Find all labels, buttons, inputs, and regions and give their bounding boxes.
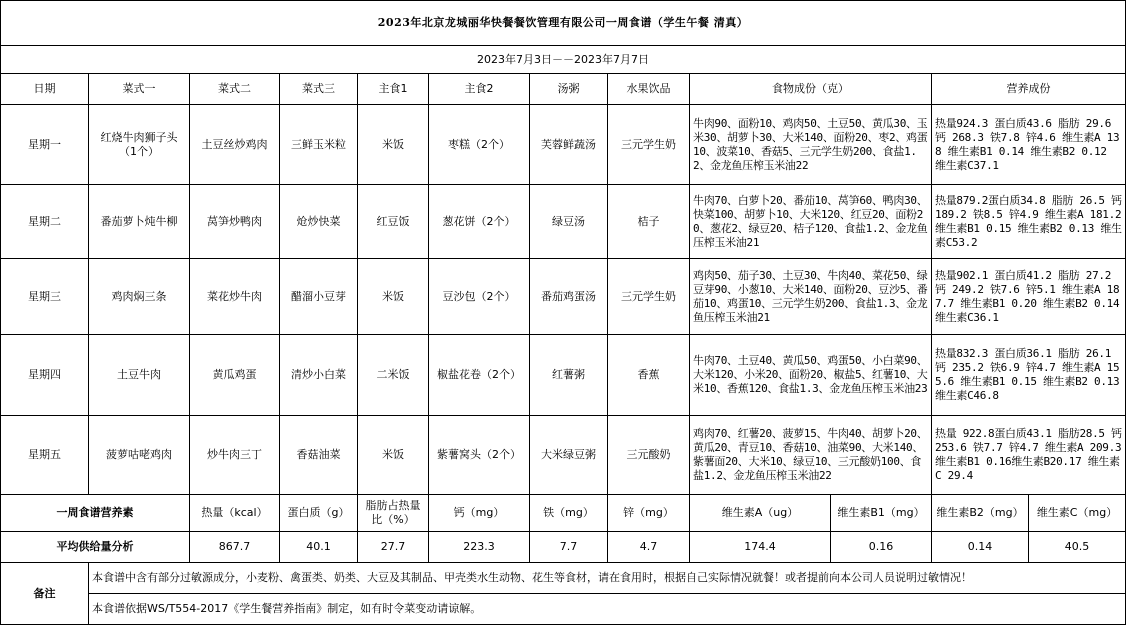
day-label: 星期一 [1, 105, 89, 185]
remarks-row [1, 563, 1126, 594]
date-range: 2023年7月3日－－2023年7月7日 [1, 46, 1126, 74]
staple2-cell: 枣糕（2个） [429, 105, 530, 185]
summary-val-protein: 40.1 [280, 532, 358, 563]
header-dish2: 菜式二 [190, 74, 280, 105]
dish1-cell: 鸡肉焖三条 [89, 259, 190, 335]
header-staple1: 主食1 [358, 74, 429, 105]
day-row [1, 416, 1126, 495]
summary-val-vita: 174.4 [690, 532, 831, 563]
ingredients-cell: 鸡肉50、茄子30、土豆30、牛肉40、菜花50、绿豆芽90、小葱10、大米140、面粉20、豆沙5、番茄10、鸡蛋10、三元学生奶200、食盐1.3、金龙鱼压榨玉米油21 [690, 259, 932, 335]
dish2-cell: 黄瓜鸡蛋 [190, 335, 280, 416]
summary-values-row [1, 532, 1126, 563]
summary-val-fat: 27.7 [358, 532, 429, 563]
summary-col-fat: 脂肪占热量比（%） [358, 495, 429, 532]
dish3-cell: 炝炒快菜 [280, 185, 358, 259]
dish3-cell: 醋溜小豆芽 [280, 259, 358, 335]
soup-cell: 番茄鸡蛋汤 [530, 259, 608, 335]
summary-val-calcium: 223.3 [429, 532, 530, 563]
nutrition-cell: 热量832.3 蛋白质36.1 脂肪 26.1 钙 235.2 铁6.9 锌4.7 维生素A 155.6 维生素B1 0.15 维生素B2 0.13 维生素C46.8 [932, 335, 1126, 416]
fruit-cell: 三元酸奶 [608, 416, 690, 495]
page-title: 2023年北京龙城丽华快餐餐饮管理有限公司一周食谱（学生午餐 清真） [1, 1, 1126, 46]
ingredients-cell: 鸡肉70、红薯20、菠萝15、牛肉40、胡萝卜20、黄瓜20、青豆10、香菇10、油菜90、大米140、紫薯面20、大米10、绿豆10、三元酸奶100、食盐1.2、金龙鱼压榨玉米油22 [690, 416, 932, 495]
staple1-cell: 红豆饭 [358, 185, 429, 259]
summary-col-calcium: 钙（mg） [429, 495, 530, 532]
summary-val-iron: 7.7 [530, 532, 608, 563]
day-label: 星期三 [1, 259, 89, 335]
dish1-cell: 红烧牛肉狮子头（1个） [89, 105, 190, 185]
staple1-cell: 米饭 [358, 416, 429, 495]
nutrition-cell: 热量924.3 蛋白质43.6 脂肪 29.6 钙 268.3 铁7.8 锌4.6 维生素A 138 维生素B1 0.14 维生素B2 0.12 维生素C37.1 [932, 105, 1126, 185]
soup-cell: 红薯粥 [530, 335, 608, 416]
day-row [1, 185, 1126, 259]
nutrition-cell: 热量879.2蛋白质34.8 脂肪 26.5 钙 189.2 铁8.5 锌4.9 维生素A 181.2 维生素B1 0.15 维生素B2 0.13 维生素C53.2 [932, 185, 1126, 259]
header-fruit: 水果饮品 [608, 74, 690, 105]
remarks-standard-note: 本食谱依据WS/T554-2017《学生餐营养指南》制定，如有时令菜变动请谅解。 [89, 594, 1126, 625]
summary-col-protein: 蛋白质（g） [280, 495, 358, 532]
staple1-cell: 米饭 [358, 259, 429, 335]
summary-col-vitb1: 维生素B1（mg） [831, 495, 932, 532]
staple1-cell: 米饭 [358, 105, 429, 185]
header-dish3: 菜式三 [280, 74, 358, 105]
soup-cell: 绿豆汤 [530, 185, 608, 259]
dish2-cell: 莴笋炒鸭肉 [190, 185, 280, 259]
summary-val-vitc: 40.5 [1029, 532, 1126, 563]
ingredients-cell: 牛肉70、土豆40、黄瓜50、鸡蛋50、小白菜90、大米120、小米20、面粉20、椒盐5、红薯10、大米10、香蕉120、食盐1.3、金龙鱼压榨玉米油23 [690, 335, 932, 416]
dish3-cell: 清炒小白菜 [280, 335, 358, 416]
day-row [1, 335, 1126, 416]
summary-col-vita: 维生素A（ug） [690, 495, 831, 532]
summary-label-top: 一周食谱营养素 [1, 495, 190, 532]
nutrition-cell: 热量902.1 蛋白质41.2 脂肪 27.2 钙 249.2 铁7.6 锌5.1 维生素A 187.7 维生素B1 0.20 维生素B2 0.14 维生素C36.1 [932, 259, 1126, 335]
day-label: 星期二 [1, 185, 89, 259]
day-label: 星期五 [1, 416, 89, 495]
remarks-row [1, 594, 1126, 625]
dish1-cell: 土豆牛肉 [89, 335, 190, 416]
dish1-cell: 菠萝咕咾鸡肉 [89, 416, 190, 495]
header-ingredients: 食物成份（克） [690, 74, 932, 105]
header-nutrition: 营养成份 [932, 74, 1126, 105]
summary-val-vitb1: 0.16 [831, 532, 932, 563]
header-date: 日期 [1, 74, 89, 105]
fruit-cell: 香蕉 [608, 335, 690, 416]
staple2-cell: 紫薯窝头（2个） [429, 416, 530, 495]
summary-col-vitb2: 维生素B2（mg） [932, 495, 1029, 532]
summary-header-row [1, 495, 1126, 532]
remarks-label: 备注 [1, 563, 89, 625]
dish2-cell: 土豆丝炒鸡肉 [190, 105, 280, 185]
header-dish1: 菜式一 [89, 74, 190, 105]
ingredients-cell: 牛肉90、面粉10、鸡肉50、土豆50、黄瓜30、玉米30、胡萝卜30、大米140、面粉20、枣2、鸡蛋10、波菜10、香菇5、三元学生奶200、食盐1.2、金龙鱼压榨玉米油22 [690, 105, 932, 185]
summary-col-iron: 铁（mg） [530, 495, 608, 532]
dish1-cell: 番茄萝卜炖牛柳 [89, 185, 190, 259]
header-staple2: 主食2 [429, 74, 530, 105]
remarks-allergen-note: 本食谱中含有部分过敏源成分，小麦粉、禽蛋类、奶类、大豆及其制品、甲壳类水生动物、花生等食材，请在食用时，根据自己实际情况就餐！或者提前向本公司人员说明过敏情况！ [89, 563, 1126, 594]
day-label: 星期四 [1, 335, 89, 416]
summary-label-bottom: 平均供给量分析 [1, 532, 190, 563]
day-row [1, 105, 1126, 185]
staple2-cell: 葱花饼（2个） [429, 185, 530, 259]
header-row [1, 74, 1126, 105]
soup-cell: 芙蓉鲜蔬汤 [530, 105, 608, 185]
summary-col-zinc: 锌（mg） [608, 495, 690, 532]
fruit-cell: 三元学生奶 [608, 259, 690, 335]
summary-col-energy: 热量（kcal） [190, 495, 280, 532]
dish3-cell: 三鲜玉米粒 [280, 105, 358, 185]
nutrition-cell: 热量 922.8蛋白质43.1 脂肪28.5 钙253.6 铁7.7 锌4.7 维生素A 209.3维生素B1 0.16维生素B20.17 维生素C 29.4 [932, 416, 1126, 495]
staple1-cell: 二米饭 [358, 335, 429, 416]
dish3-cell: 香菇油菜 [280, 416, 358, 495]
summary-val-vitb2: 0.14 [932, 532, 1029, 563]
dish2-cell: 菜花炒牛肉 [190, 259, 280, 335]
summary-val-zinc: 4.7 [608, 532, 690, 563]
soup-cell: 大米绿豆粥 [530, 416, 608, 495]
header-soup: 汤粥 [530, 74, 608, 105]
ingredients-cell: 牛肉70、白萝卜20、番茄10、莴笋60、鸭肉30、快菜100、胡萝卜10、大米120、红豆20、面粉20、葱花2、绿豆20、桔子120、食盐1.2、金龙鱼压榨玉米油21 [690, 185, 932, 259]
staple2-cell: 豆沙包（2个） [429, 259, 530, 335]
summary-val-energy: 867.7 [190, 532, 280, 563]
staple2-cell: 椒盐花卷（2个） [429, 335, 530, 416]
fruit-cell: 桔子 [608, 185, 690, 259]
fruit-cell: 三元学生奶 [608, 105, 690, 185]
summary-col-vitc: 维生素C（mg） [1029, 495, 1126, 532]
day-row [1, 259, 1126, 335]
dish2-cell: 炒牛肉三丁 [190, 416, 280, 495]
